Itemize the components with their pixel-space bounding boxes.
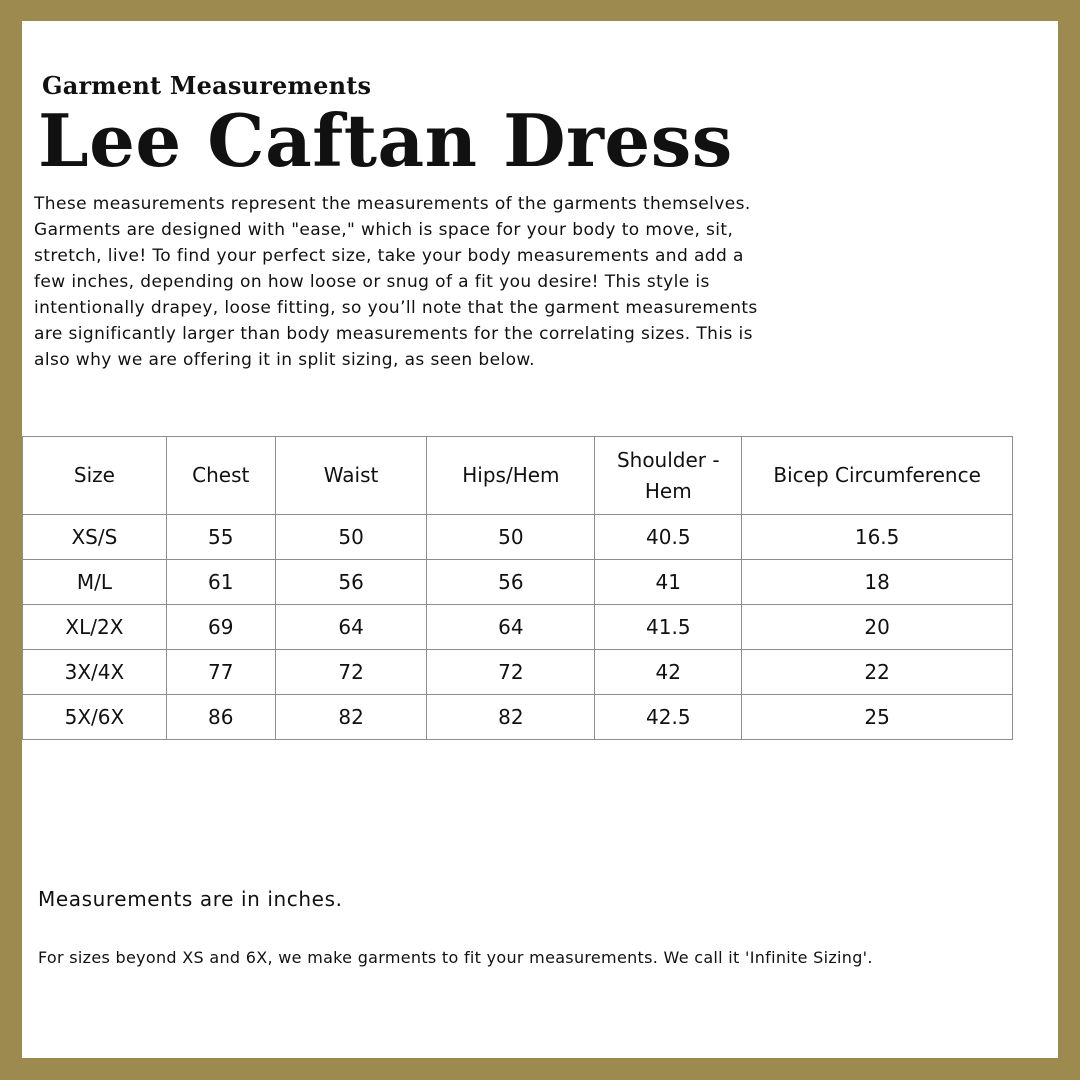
header-size: Size xyxy=(23,437,167,515)
cell-size: 5X/6X xyxy=(23,695,167,740)
cell-size: M/L xyxy=(23,560,167,605)
cell-waist: 64 xyxy=(275,605,427,650)
cell-hips-hem: 64 xyxy=(427,605,595,650)
cell-waist: 56 xyxy=(275,560,427,605)
cell-waist: 50 xyxy=(275,515,427,560)
infinite-sizing-note: For sizes beyond XS and 6X, we make garments to fit your measurements. We call it 'Infinite Sizing'. xyxy=(38,948,873,967)
cell-shoulder-hem: 41 xyxy=(595,560,742,605)
table-row xyxy=(23,605,1013,650)
units-note: Measurements are in inches. xyxy=(38,887,343,911)
cell-shoulder-hem: 41.5 xyxy=(595,605,742,650)
cell-waist: 72 xyxy=(275,650,427,695)
table-row xyxy=(23,650,1013,695)
cell-size: XL/2X xyxy=(23,605,167,650)
cell-hips-hem: 82 xyxy=(427,695,595,740)
page-title: Lee Caftan Dress xyxy=(38,98,733,183)
header-hips-hem: Hips/Hem xyxy=(427,437,595,515)
table-header-row xyxy=(23,437,1013,515)
header-chest: Chest xyxy=(166,437,275,515)
size-table xyxy=(22,436,1013,740)
cell-chest: 69 xyxy=(166,605,275,650)
cell-bicep: 16.5 xyxy=(742,515,1013,560)
cell-shoulder-hem: 40.5 xyxy=(595,515,742,560)
cell-chest: 61 xyxy=(166,560,275,605)
page-kicker: Garment Measurements xyxy=(42,71,372,100)
cell-hips-hem: 72 xyxy=(427,650,595,695)
cell-bicep: 18 xyxy=(742,560,1013,605)
header-waist: Waist xyxy=(275,437,427,515)
cell-shoulder-hem: 42 xyxy=(595,650,742,695)
size-chart-card xyxy=(22,21,1058,1058)
cell-bicep: 22 xyxy=(742,650,1013,695)
cell-chest: 55 xyxy=(166,515,275,560)
cell-size: XS/S xyxy=(23,515,167,560)
cell-chest: 86 xyxy=(166,695,275,740)
cell-shoulder-hem: 42.5 xyxy=(595,695,742,740)
cell-waist: 82 xyxy=(275,695,427,740)
cell-size: 3X/4X xyxy=(23,650,167,695)
cell-hips-hem: 50 xyxy=(427,515,595,560)
table-row xyxy=(23,515,1013,560)
cell-bicep: 20 xyxy=(742,605,1013,650)
intro-paragraph: These measurements represent the measurements of the garments themselves. Garments are designed with "ease," which is space for your body to move, sit, stretch, live! To find your perfect size, take your body measurements and add a few inches, depending on how loose or snug of a fit you desire! This style is intentionally drapey, loose fitting, so you’ll note that the garment measurements are significantly larger than body measurements for the correlating sizes. This is also why we are offering it in split sizing, as seen below. xyxy=(34,194,758,370)
header-shoulder-hem: Shoulder - Hem xyxy=(595,437,742,515)
table-row xyxy=(23,560,1013,605)
table-row xyxy=(23,695,1013,740)
header-bicep-circumference: Bicep Circumference xyxy=(742,437,1013,515)
cell-chest: 77 xyxy=(166,650,275,695)
cell-bicep: 25 xyxy=(742,695,1013,740)
cell-hips-hem: 56 xyxy=(427,560,595,605)
